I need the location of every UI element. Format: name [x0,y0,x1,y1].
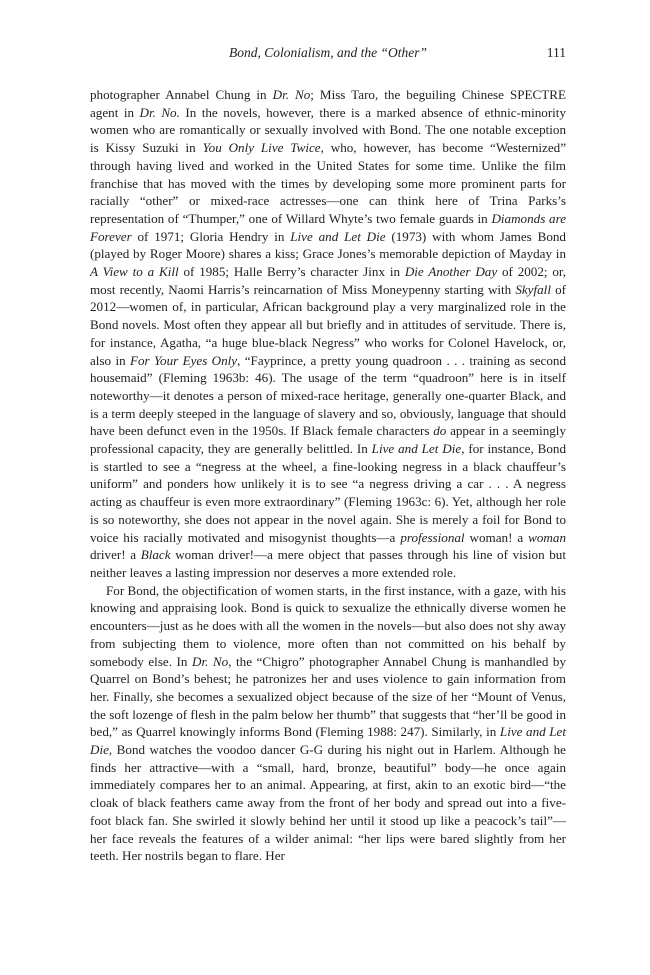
italic-text: Live and Let Die [90,724,566,758]
text-run: , for instance, Bond is startled to see a “negress at the wheel, a fine-looking negress in a black chauffeur’s uniform” and ponders how unlikely it is to see “a negress driving a car . . . A negress acting as chauffeur is even more extraordinary” (Fleming 1963c: 6). Yet, although her role is so noteworthy, she does not appear in the novel again. She is merely a foil for Bond to voice his racially motivated and misogynist thoughts—a [90,441,566,545]
italic-text: You Only Live Twice [202,140,321,156]
italic-text: do [433,423,447,439]
italic-text: For Your Eyes Only [129,352,238,368]
text-run: (1973) with whom James Bond (played by Roger Moore) shares a kiss; Grace Jones’s memorable depiction of Mayday in [90,228,566,262]
text-run: , “Fayprince, a pretty young quadroon . . . training as second housemaid” (Fleming 1963b: 46). The usage of the term “quadroon” here is in itself noteworthy—it denotes a person of mixed-race heritage, generally one-quarter Black, and is a term deeply steeped in the language of slavery and so, obviously, language that should have been defunct even in the 1950s. If Black female characters [90,352,567,439]
italic-text: Dr. No [192,653,229,669]
text-run: of 2002; or, most recently, Naomi Harris’s reincarnation of Miss Moneypenny starting with [90,264,566,297]
italic-text: professional [400,529,465,545]
italic-text: Live and Let Die [371,441,462,457]
italic-text: Live and Let Die [290,228,386,244]
text-run: , Bond watches the voodoo dancer G-G during his night out in Harlem. Although he finds her attractive—with a “small, hard, bronze, beautiful” body—he once again immediately compares her to an animal. Appearing, at first, akin to an exotic bird—“the cloak of black feathers came away from the front of her body and spread out into a five-foot black fan. She swirled it slowly behind her until it stood up like a peacock’s tail”—her face reveals the features of a wilder animal: “her lips were bared slightly from her teeth. Her nostrils began to flare. Her [90,742,566,864]
italic-text: A View to a Kill [90,264,179,280]
text-run: , the “Chigro” photographer Annabel Chung is manhandled by Quarrel on Bond’s behest; he patronizes her and uses violence to gain information from her. Finally, she becomes a sexualized object because of the size of her “Mount of Venus, the soft lozenge of flesh in the palm below her thumb” that suggests that “her’ll be good in bed,” as Quarrel knowingly informs Bond (Fleming 1988: 247). Similarly, in [90,653,566,740]
italic-text: Dr. No. [139,104,180,120]
body-text [90,86,566,865]
text-run: woman! a [464,529,529,545]
running-title: Bond, Colonialism, and the “Other” [228,45,427,60]
text-run: , who, however, has become “Westernized” through having lived and worked in the United States for some time. Unlike the film franchise that has moved with the times by developing some more prominent parts for racially “other” or mixed-race actresses—one can think here of Trina Parks’s representation of “Thumper,” one of Willard Whyte’s two female guards in [90,140,567,226]
text-run: For Bond, the objectification of women starts, in the first instance, with a gaze, with his knowing and appraising look. Bond is quick to sexualize the ethnically diverse women he encounters—just as he does with all the women in the novels—but also does not shy away from subjecting them to violence, more often than not committed on his behalf by somebody else. In [90,582,566,669]
italic-text: Black [140,547,171,563]
italic-text: Skyfall [515,281,551,297]
text-run: of 1985; Halle Berry’s character Jinx in [178,264,405,280]
italic-text: Dr. No [272,87,311,102]
text-run: of 1971; Gloria Hendry in [131,228,291,244]
italic-text: Die Another Day [404,264,498,280]
italic-text: Diamonds are Forever [90,210,566,244]
text-run: of 2012—women of, in particular, African background play a very marginalized role in the Bond novels. Most often they appear all but briefly and in attitudes of servitude. There is, for instance, Agatha, “a huge blue-black Negress” who works for Colonel Havelock, or, also in [90,281,566,368]
italic-text: woman [528,529,566,545]
paragraph [90,582,566,865]
text-run: driver! a [90,547,141,563]
paragraph [90,86,566,582]
text-run: In the novels, however, there is a marked absence of ethnic-minority women who are romantically or sexually involved with Bond. The one notable exception is Kissy Suzuki in [90,104,566,156]
page-number: 111 [546,45,566,60]
text-run: appear in a seemingly professional capacity, they are generally belittled. In [90,423,566,457]
text-run: ; Miss Taro, the beguiling Chinese SPECTRE agent in [90,87,566,120]
text-run: woman driver!—a mere object that passes through his line of vision but neither leaves a lasting impression nor deserves a more extended role. [90,547,566,580]
text-run: photographer Annabel Chung in [90,87,273,102]
